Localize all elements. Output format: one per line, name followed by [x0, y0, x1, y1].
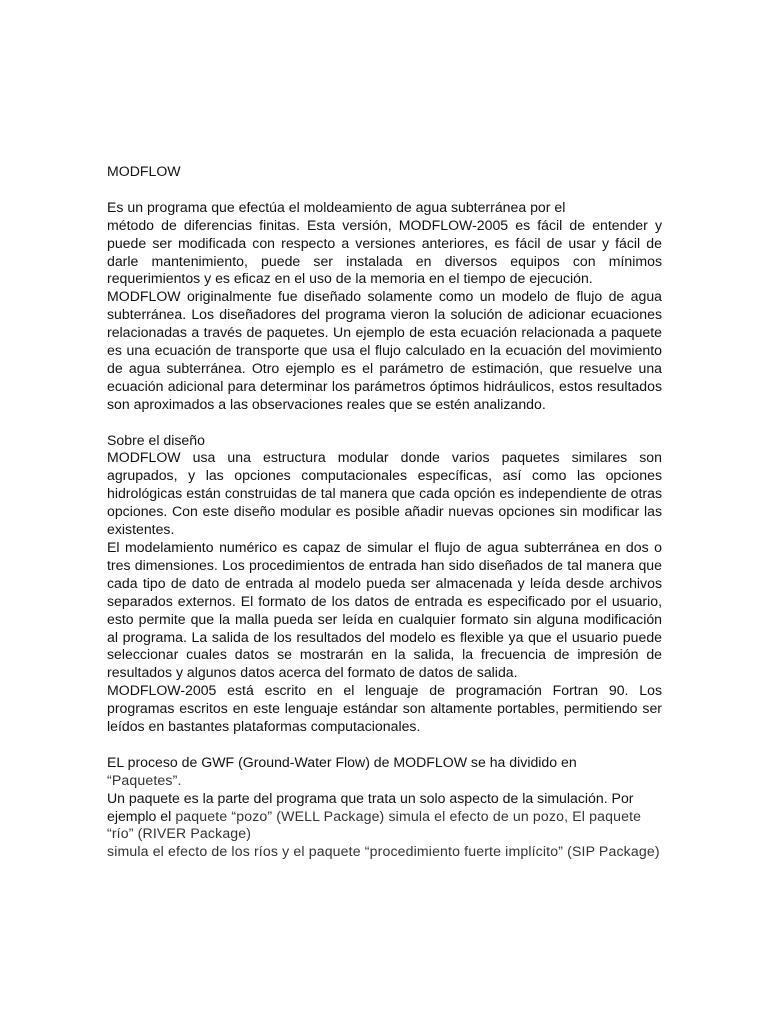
paragraph-modular-structure: MODFLOW usa una estructura modular donde varios paquetes similares son agrupados, y las opciones computacionales específicas, así como las opciones hidrológicas están construidas de tal manera que cada opción es independiente de otras opciones. Con este diseño modular es posible añadir nuevas opciones sin modificar las existentes. [107, 449, 662, 538]
blank-line [107, 414, 662, 432]
paragraph-rivers-sip: simula el efecto de los ríos y el paquete “procedimiento fuerte implícito” (SIP Package) [107, 843, 660, 860]
package-example-text: paquete “pozo” (WELL Package) simula el efecto de un pozo, El paquete “río” (RIVER Package) [107, 807, 642, 842]
paragraph-package-definition [107, 790, 662, 844]
packages-term: “Paquetes”. [107, 771, 182, 788]
paragraph-version: método de diferencias finitas. Esta versión, MODFLOW-2005 es fácil de entender y puede ser modificada con respecto a versiones anteriores, es fácil de usar y fácil de darle mantenimiento, puede ser instalada en diversos equipos con mínimos requerimientos y es eficaz en el uso de la memoria en el tiempo de ejecución. [107, 216, 662, 287]
blank-line [107, 181, 662, 199]
paragraph-numerical-modeling: El modelamiento numérico es capaz de simular el flujo de agua subterránea en dos o tres dimensiones. Los procedimientos de entrada han sido diseñados de tal manera que cada tipo de dato de entrada al modelo pueda ser almacenada y leída desde archivos separados externos. El formato de los datos de entrada es especificado por el usuario, esto permite que la malla pueda ser leída en cualquier formato sin alguna modificación al programa. La salida de los resultados del modelo es flexible ya que el usuario puede seleccionar cuales datos se mostrarán en la salida, la frecuencia de impresión de resultados y algunos datos acerca del formato de datos de salida. [107, 539, 662, 681]
document-title: MODFLOW [107, 163, 181, 179]
document-body [107, 163, 662, 861]
section-heading-design: Sobre el diseño [107, 431, 205, 448]
paragraph-gwf-process [107, 754, 662, 790]
blank-line [107, 736, 662, 754]
gwf-process-text: EL proceso de GWF (Ground-Water Flow) de MODFLOW se ha dividido en [107, 753, 577, 770]
paragraph-fortran: MODFLOW-2005 está escrito en el lenguaje de programación Fortran 90. Los programas escritos en este lenguaje estándar son altamente portables, permitiendo ser leídos en bastantes plataformas computacionales. [107, 682, 662, 735]
paragraph-intro-line: Es un programa que efectúa el moldeamiento de agua subterránea por el [107, 198, 566, 215]
package-example-lead: ejemplo el [107, 807, 172, 824]
package-definition-text: Un paquete es la parte del programa que trata un solo aspecto de la simulación. Por [107, 789, 634, 806]
paragraph-original-design: MODFLOW originalmente fue diseñado solamente como un modelo de flujo de agua subterránea. Los diseñadores del programa vieron la solución de adicionar ecuaciones relacionadas a través de paquetes. Un ejemplo de esta ecuación relacionada a paquete es una ecuación de transporte que usa el flujo calculado en la ecuación del movimiento de agua subterránea. Otro ejemplo es el parámetro de estimación, que resuelve una ecuación adicional para determinar los parámetros óptimos hidráulicos, estos resultados son aproximados a las observaciones reales que se estén analizando. [107, 288, 662, 412]
